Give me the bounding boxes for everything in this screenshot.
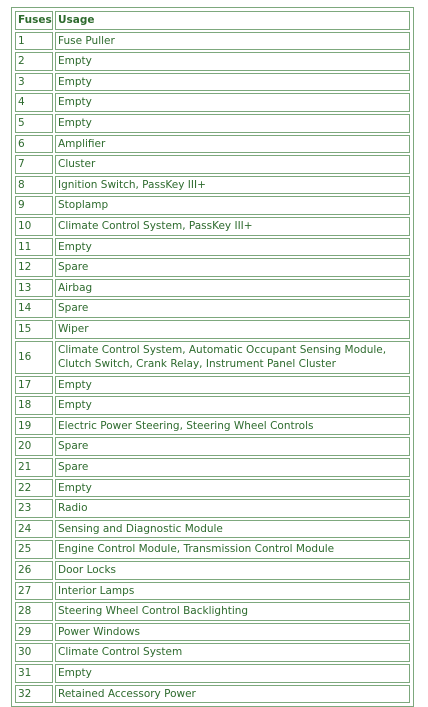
fuse-table-body (15, 32, 410, 704)
fuse-number: 28 (15, 602, 53, 621)
fuse-number: 29 (15, 623, 53, 642)
fuse-number: 14 (15, 299, 53, 318)
fuse-usage: Retained Accessory Power (55, 685, 410, 704)
fuse-usage: Stoplamp (55, 196, 410, 215)
table-row (15, 238, 410, 257)
table-row (15, 458, 410, 477)
fuse-usage: Power Windows (55, 623, 410, 642)
fuse-number: 30 (15, 643, 53, 662)
fuse-usage: Radio (55, 499, 410, 518)
fuse-usage: Steering Wheel Control Backlighting (55, 602, 410, 621)
table-row (15, 396, 410, 415)
fuse-usage: Empty (55, 93, 410, 112)
table-row (15, 540, 410, 559)
fuse-usage: Interior Lamps (55, 582, 410, 601)
fuse-usage: Spare (55, 437, 410, 456)
fuse-usage: Empty (55, 52, 410, 71)
fuse-usage: Climate Control System, PassKey III+ (55, 217, 410, 236)
table-row (15, 217, 410, 236)
fuse-usage: Engine Control Module, Transmission Control Module (55, 540, 410, 559)
fuse-usage: Sensing and Diagnostic Module (55, 520, 410, 539)
table-row (15, 258, 410, 277)
fuse-number: 9 (15, 196, 53, 215)
fuse-usage: Wiper (55, 320, 410, 339)
fuse-number: 26 (15, 561, 53, 580)
fuse-usage: Empty (55, 396, 410, 415)
fuse-usage: Spare (55, 258, 410, 277)
fuse-number: 11 (15, 238, 53, 257)
table-row (15, 602, 410, 621)
fuse-usage: Spare (55, 458, 410, 477)
table-row (15, 135, 410, 154)
table-row (15, 32, 410, 51)
fuse-number: 16 (15, 341, 53, 374)
table-row (15, 73, 410, 92)
fuse-number: 4 (15, 93, 53, 112)
fuse-usage: Empty (55, 238, 410, 257)
table-row (15, 561, 410, 580)
fuse-number: 17 (15, 376, 53, 395)
fuse-number: 7 (15, 155, 53, 174)
header-fuses: Fuses (15, 11, 53, 30)
table-row (15, 320, 410, 339)
fuse-usage: Fuse Puller (55, 32, 410, 51)
table-row (15, 664, 410, 683)
fuse-number: 12 (15, 258, 53, 277)
fuse-usage: Empty (55, 479, 410, 498)
table-row (15, 299, 410, 318)
fuse-number: 23 (15, 499, 53, 518)
fuse-number: 20 (15, 437, 53, 456)
table-row (15, 499, 410, 518)
fuse-number: 18 (15, 396, 53, 415)
fuse-number: 3 (15, 73, 53, 92)
fuse-number: 8 (15, 176, 53, 195)
table-row (15, 417, 410, 436)
fuse-number: 15 (15, 320, 53, 339)
fuse-usage: Door Locks (55, 561, 410, 580)
fuse-usage: Empty (55, 664, 410, 683)
fuse-number: 27 (15, 582, 53, 601)
fuse-number: 22 (15, 479, 53, 498)
fuse-usage: Climate Control System, Automatic Occupant Sensing Module, Clutch Switch, Crank Relay, Instrument Panel Cluster (55, 341, 410, 374)
fuse-number: 21 (15, 458, 53, 477)
fuse-usage: Cluster (55, 155, 410, 174)
fuse-number: 13 (15, 279, 53, 298)
fuse-table (13, 9, 412, 705)
fuse-number: 25 (15, 540, 53, 559)
fuse-number: 31 (15, 664, 53, 683)
table-row (15, 376, 410, 395)
table-row (15, 114, 410, 133)
fuse-usage: Climate Control System (55, 643, 410, 662)
fuse-usage: Empty (55, 73, 410, 92)
fuse-usage: Airbag (55, 279, 410, 298)
table-row (15, 643, 410, 662)
fuse-number: 5 (15, 114, 53, 133)
table-row (15, 582, 410, 601)
fuse-usage: Spare (55, 299, 410, 318)
table-row (15, 93, 410, 112)
fuse-usage: Ignition Switch, PassKey III+ (55, 176, 410, 195)
fuse-number: 1 (15, 32, 53, 51)
table-row (15, 196, 410, 215)
header-usage: Usage (55, 11, 410, 30)
fuse-number: 6 (15, 135, 53, 154)
table-row (15, 279, 410, 298)
table-row (15, 155, 410, 174)
table-row (15, 685, 410, 704)
fuse-number: 10 (15, 217, 53, 236)
table-row (15, 341, 410, 374)
fuse-usage: Amplifier (55, 135, 410, 154)
table-row (15, 176, 410, 195)
table-row (15, 437, 410, 456)
table-row (15, 479, 410, 498)
table-row (15, 623, 410, 642)
fuse-number: 24 (15, 520, 53, 539)
fuse-number: 32 (15, 685, 53, 704)
fuse-number: 19 (15, 417, 53, 436)
fuse-usage: Empty (55, 114, 410, 133)
fuse-usage: Electric Power Steering, Steering Wheel Controls (55, 417, 410, 436)
table-row (15, 52, 410, 71)
table-header-row (15, 11, 410, 30)
fuse-number: 2 (15, 52, 53, 71)
fuse-usage: Empty (55, 376, 410, 395)
table-row (15, 520, 410, 539)
fuse-table-container (11, 7, 414, 707)
